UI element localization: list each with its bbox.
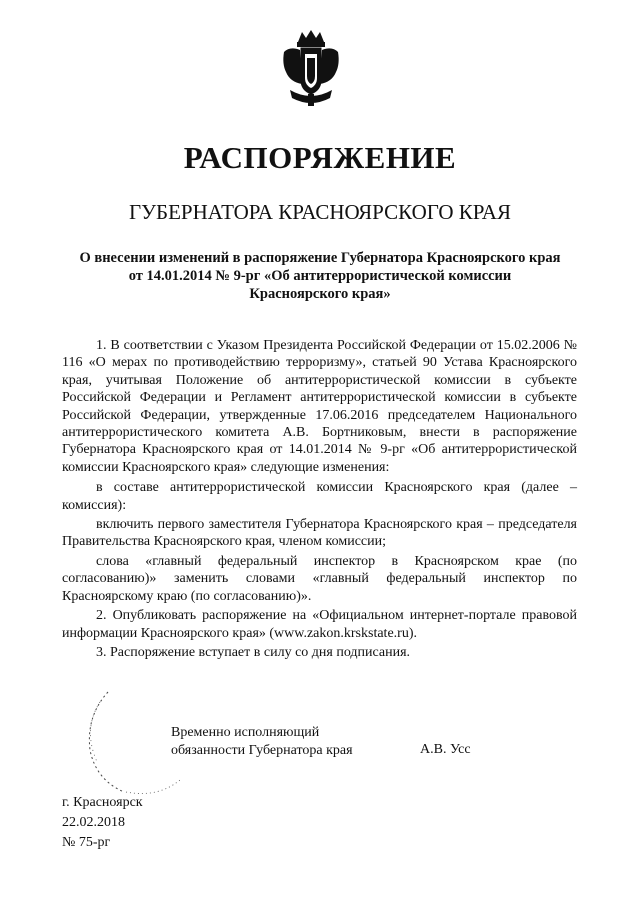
- heading-line-1: О внесении изменений в распоряжение Губернатора Красноярского края: [79, 250, 561, 266]
- document-number: № 75-рг: [62, 835, 111, 850]
- paragraph-2: в составе антитеррористической комиссии Красноярского края (далее – комиссия):: [62, 480, 577, 513]
- place-of-issue: г. Красноярск: [62, 795, 143, 810]
- issue-date: 22.02.2018: [62, 815, 125, 830]
- signer-name: А.В. Усс: [420, 742, 471, 757]
- document-heading: [60, 249, 580, 303]
- document-title: РАСПОРЯЖЕНИЕ: [183, 140, 457, 175]
- paragraph-4: слова «главный федеральный инспектор в Красноярском крае (по согласованию)» заменить словами «главный федеральный инспектор по Красноярскому краю (по согласованию)».: [62, 553, 577, 604]
- document-subtitle: ГУБЕРНАТОРА КРАСНОЯРСКОГО КРАЯ: [129, 200, 511, 224]
- paragraph-6: 3. Распоряжение вступает в силу со дня подписания.: [96, 644, 411, 660]
- heading-line-3: Красноярского края»: [249, 286, 391, 302]
- signature-role-line-1: Временно исполняющий: [171, 725, 320, 740]
- paragraph-3: включить первого заместителя Губернатора Красноярского края – председателя Правительства Красноярского края, членом комиссии;: [62, 517, 577, 550]
- paragraph-1: 1. В соответствии с Указом Президента Российской Федерации от 15.02.2006 № 116 «О мерах по противодействию терроризму», статьей 90 Устава Красноярского края, учитывая Положение об антитеррористической комиссии в субъекте Российской Федерации и Регламент антитеррористической комиссии в субъекте Российской Федерации, утвержденные 17.06.2016 председателем Национального антитеррористического комитета А.В. Бортниковым, внести в распоряжение Губернатора Красноярского края от 14.01.2014 № 9-рг «Об антитеррористической комиссии Красноярского края» следующие изменения:: [62, 338, 577, 475]
- signature-role: [171, 724, 353, 760]
- document-footer: [62, 793, 143, 853]
- document-body: [62, 337, 577, 663]
- paragraph-5: 2. Опубликовать распоряжение на «Официальном интернет-портале правовой информации Красноярского края» (www.zakon.krskstate.ru).: [62, 608, 577, 641]
- heading-line-2: от 14.01.2014 № 9-рг «Об антитеррористической комиссии: [128, 268, 512, 284]
- krasnoyarsk-coat-of-arms-icon: [280, 28, 342, 110]
- signature-role-line-2: обязанности Губернатора края: [171, 743, 353, 758]
